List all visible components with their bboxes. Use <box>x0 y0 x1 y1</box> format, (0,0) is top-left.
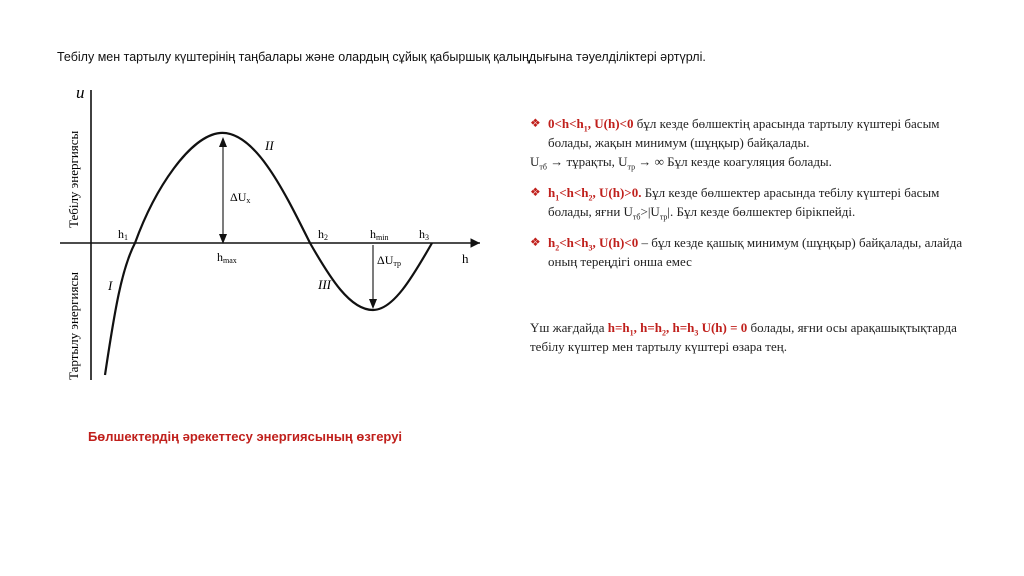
note-4: Үш жағдайда $h=h_1$, $h=h_2$, $h=h_3$ U(h) = 0 болады, яғни осы арақашықтықтарда тебілу күштер мен тартылу күштері өзара тең. <box>530 320 957 354</box>
region-1-label: I <box>108 278 113 293</box>
energy-diagram <box>60 78 490 388</box>
h3-label: h3 <box>419 227 429 242</box>
repulsion-energy-label: Тебілу энергиясы <box>66 130 81 228</box>
diamond-bullet-icon: ❖ <box>530 185 541 199</box>
region-3-label: III <box>318 277 331 292</box>
diamond-bullet-icon: ❖ <box>530 116 541 130</box>
page-title: Тебілу мен тартылу күштерінің таңбалары және олардың сұйық қабыршық қалыңдығына тәуелділіктері әртүрлі. <box>57 50 706 64</box>
hmin-label: hmin <box>370 227 389 242</box>
note-3: ❖ $h_2<h<h_3$, U(h)<0 – бұл кезде қашық минимум (шұңқыр) байқалады, алайда оның тереңдігі онша емес <box>530 235 963 269</box>
y-axis-label: u <box>76 83 85 102</box>
notes-panel <box>530 114 970 356</box>
x-axis-label: h <box>462 251 469 266</box>
h2-label: h2 <box>318 227 328 242</box>
region-2-label: II <box>265 138 274 153</box>
note-1b: $U_{тб}$ → тұрақты, $U_{тр}$ → ∞ Бұл кезде коагуляция болады. <box>530 154 832 172</box>
note-2: ❖ $h_1<h<h_2$, U(h)>0. Бұл кезде бөлшектер арасында тебілу күштері басым болады, яғни $U_{тб}>|U_{тр}|$. Бұл кезде бөлшектер бірікпейді. <box>530 185 940 222</box>
diamond-bullet-icon: ❖ <box>530 235 541 249</box>
figure-caption: Бөлшектердің әрекеттесу энергиясының өзгеруі <box>87 429 403 444</box>
h1-label: h1 <box>118 227 128 242</box>
delta-utr-label: ΔUтр <box>377 253 401 268</box>
hmax-label: hmax <box>217 250 237 265</box>
attraction-energy-label: Тартылу энергиясы <box>66 272 81 380</box>
note-1: ❖ $0<h<h_1$, U(h)<0 бұл кезде бөлшектің арасында тартылу күштері басым болады, жақын минимум (шұңқыр) байқалады. <box>530 116 940 150</box>
delta-ux-label: ΔUx <box>230 190 251 205</box>
